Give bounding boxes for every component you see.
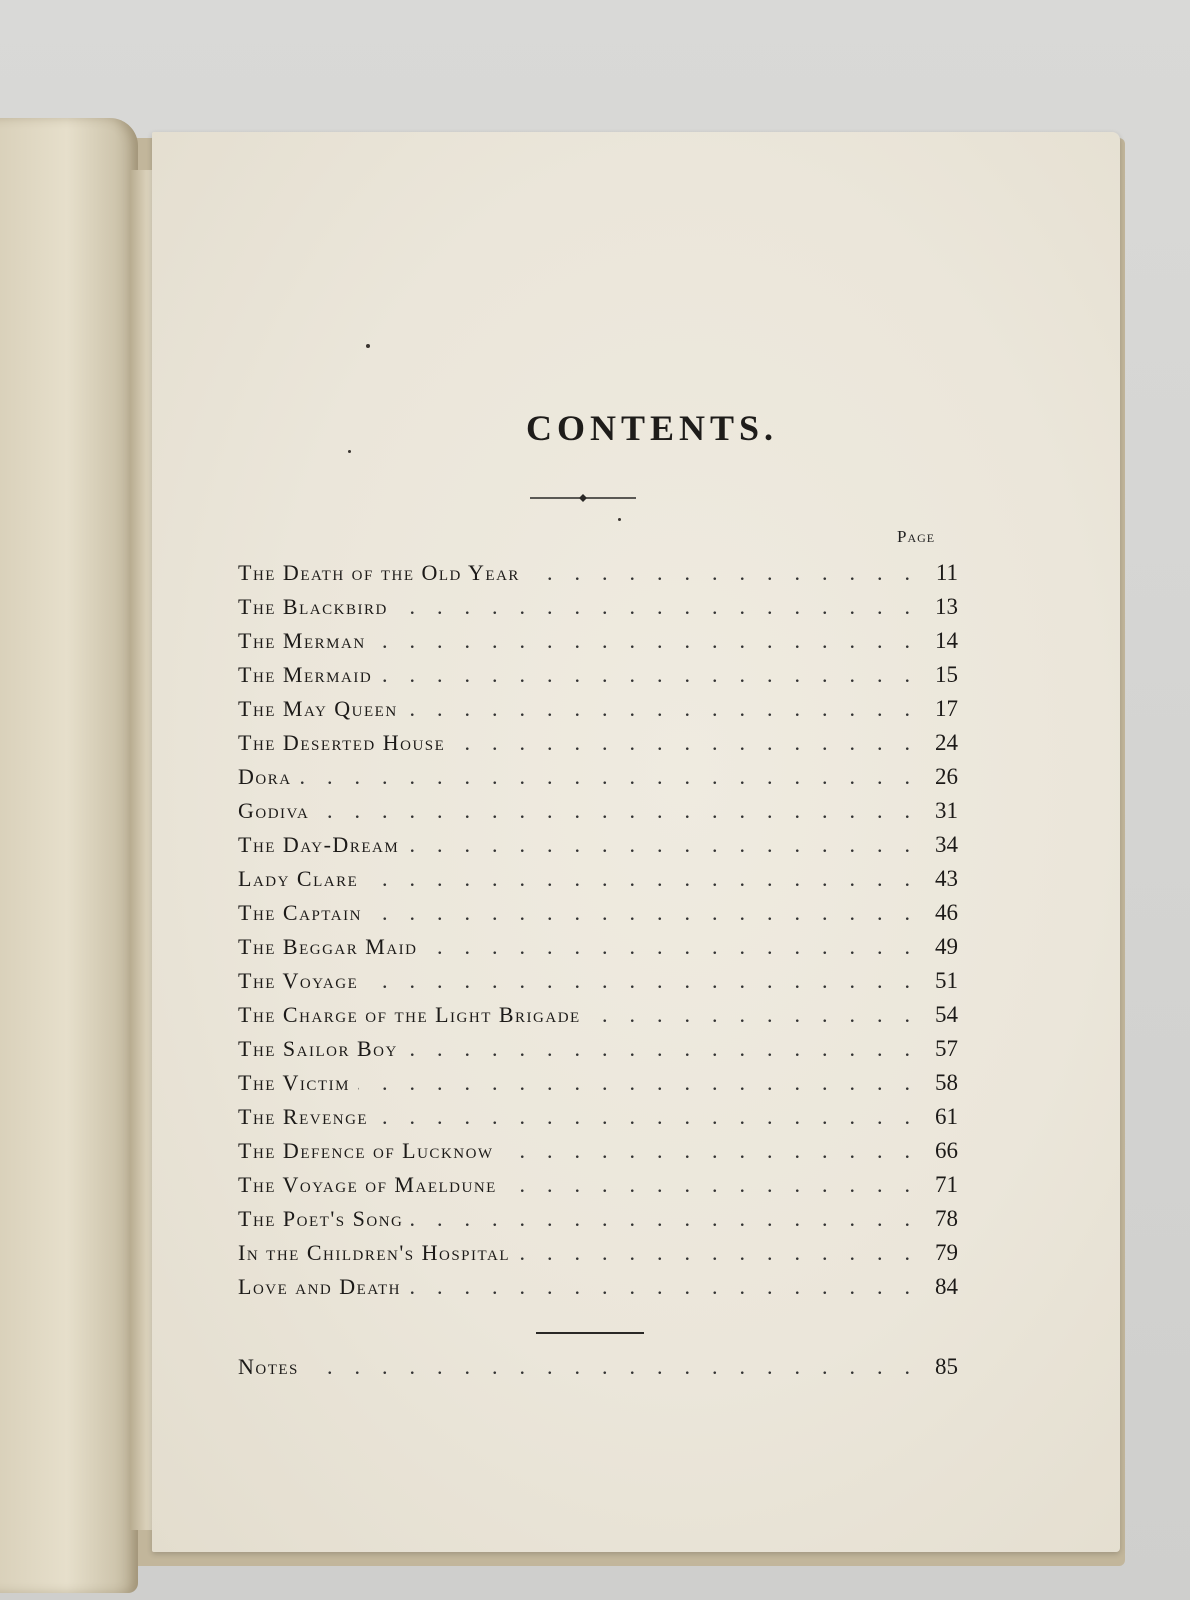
entry-title: The Death of the Old Year xyxy=(238,560,520,585)
entry-page-number: 51 xyxy=(935,968,958,993)
toc-entry xyxy=(238,866,958,900)
entry-title: The Sailor Boy xyxy=(238,1036,398,1061)
dot-leader xyxy=(300,764,910,790)
entry-page-number: 66 xyxy=(935,1138,958,1163)
toc-entry xyxy=(238,1240,958,1274)
toc-entry xyxy=(238,1274,958,1308)
paper-speck xyxy=(618,518,621,521)
dot-leader xyxy=(411,1206,910,1232)
dot-leader xyxy=(317,798,910,824)
notes-page-number: 85 xyxy=(935,1354,958,1379)
entry-page-number: 17 xyxy=(935,696,958,721)
paper-speck xyxy=(348,450,351,453)
toc-entry xyxy=(238,968,958,1002)
entry-title: The Charge of the Light Brigade xyxy=(238,1002,581,1027)
dot-leader xyxy=(407,832,910,858)
entry-page-number: 26 xyxy=(935,764,958,789)
toc-entry xyxy=(238,1036,958,1070)
entry-page-number: 43 xyxy=(935,866,958,891)
dot-leader xyxy=(589,1002,910,1028)
entry-page-number: 11 xyxy=(935,560,958,585)
entry-page-number: 78 xyxy=(935,1206,958,1231)
notes-entry xyxy=(238,1354,958,1388)
entry-title: The Voyage xyxy=(238,968,359,993)
toc-entry xyxy=(238,900,958,934)
toc-entry xyxy=(238,1206,958,1240)
dot-leader xyxy=(374,628,910,654)
page-column-label: Page xyxy=(897,527,936,546)
contents-list xyxy=(238,560,958,1308)
contents-page xyxy=(152,132,1120,1552)
toc-entry xyxy=(238,1138,958,1172)
dot-leader xyxy=(307,1354,910,1380)
entry-title: In the Children's Hospital xyxy=(238,1240,510,1265)
entry-page-number: 57 xyxy=(935,1036,958,1061)
toc-entry xyxy=(238,832,958,866)
toc-entry xyxy=(238,1104,958,1138)
entry-page-number: 24 xyxy=(935,730,958,755)
dot-leader xyxy=(409,1274,910,1300)
dot-leader xyxy=(453,730,910,756)
entry-page-number: 79 xyxy=(935,1240,958,1265)
dot-leader xyxy=(426,934,911,960)
entry-title: The Captain xyxy=(238,900,362,925)
toc-entry xyxy=(238,1002,958,1036)
entry-title: The Beggar Maid xyxy=(238,934,418,959)
dot-leader xyxy=(406,696,910,722)
entry-page-number: 15 xyxy=(935,662,958,687)
toc-entry xyxy=(238,696,958,730)
dot-leader xyxy=(518,1240,910,1266)
dot-leader xyxy=(396,594,910,620)
entry-page-number: 61 xyxy=(935,1104,958,1129)
entry-title: Lady Clare xyxy=(238,866,359,891)
entry-page-number: 46 xyxy=(935,900,958,925)
entry-page-number: 31 xyxy=(935,798,958,823)
dot-leader xyxy=(380,662,910,688)
ornament-divider xyxy=(530,493,636,503)
toc-entry xyxy=(238,560,958,594)
dot-leader xyxy=(370,900,910,926)
dot-leader xyxy=(366,968,910,994)
dot-leader xyxy=(366,866,910,892)
dot-leader xyxy=(505,1172,910,1198)
left-page xyxy=(0,118,138,1593)
paper-speck xyxy=(366,344,370,348)
entry-title: Godiva xyxy=(238,798,310,823)
notes-title: Notes xyxy=(238,1354,299,1379)
section-divider xyxy=(536,1332,644,1334)
dot-leader xyxy=(502,1138,910,1164)
entry-title: The Mermaid xyxy=(238,662,373,687)
entry-title: The Blackbird xyxy=(238,594,388,619)
entry-title: The May Queen xyxy=(238,696,398,721)
toc-entry xyxy=(238,662,958,696)
toc-entry xyxy=(238,1172,958,1206)
toc-entry xyxy=(238,1070,958,1104)
entry-page-number: 14 xyxy=(935,628,958,653)
entry-page-number: 84 xyxy=(935,1274,958,1299)
toc-entry xyxy=(238,764,958,798)
entry-page-number: 71 xyxy=(935,1172,958,1197)
dot-leader xyxy=(406,1036,910,1062)
entry-title: The Victim xyxy=(238,1070,350,1095)
notes-list xyxy=(238,1354,958,1388)
entry-page-number: 34 xyxy=(935,832,958,857)
entry-page-number: 54 xyxy=(935,1002,958,1027)
entry-title: The Deserted House xyxy=(238,730,446,755)
entry-page-number: 13 xyxy=(935,594,958,619)
toc-entry xyxy=(238,730,958,764)
dot-leader xyxy=(528,560,910,586)
entry-page-number: 58 xyxy=(935,1070,958,1095)
dot-leader xyxy=(376,1104,910,1130)
toc-entry xyxy=(238,594,958,628)
toc-entry xyxy=(238,934,958,968)
entry-title: The Defence of Lucknow xyxy=(238,1138,494,1163)
entry-title: Dora xyxy=(238,764,292,789)
entry-title: Love and Death xyxy=(238,1274,401,1299)
toc-entry xyxy=(238,628,958,662)
toc-entry xyxy=(238,798,958,832)
entry-title: The Revenge xyxy=(238,1104,369,1129)
entry-page-number: 49 xyxy=(935,934,958,959)
entry-title: The Merman xyxy=(238,628,366,653)
page-title: CONTENTS. xyxy=(525,408,779,448)
entry-title: The Day-Dream xyxy=(238,832,400,857)
dot-leader xyxy=(358,1070,910,1096)
entry-title: The Poet's Song xyxy=(238,1206,404,1231)
entry-title: The Voyage of Maeldune xyxy=(238,1172,497,1197)
